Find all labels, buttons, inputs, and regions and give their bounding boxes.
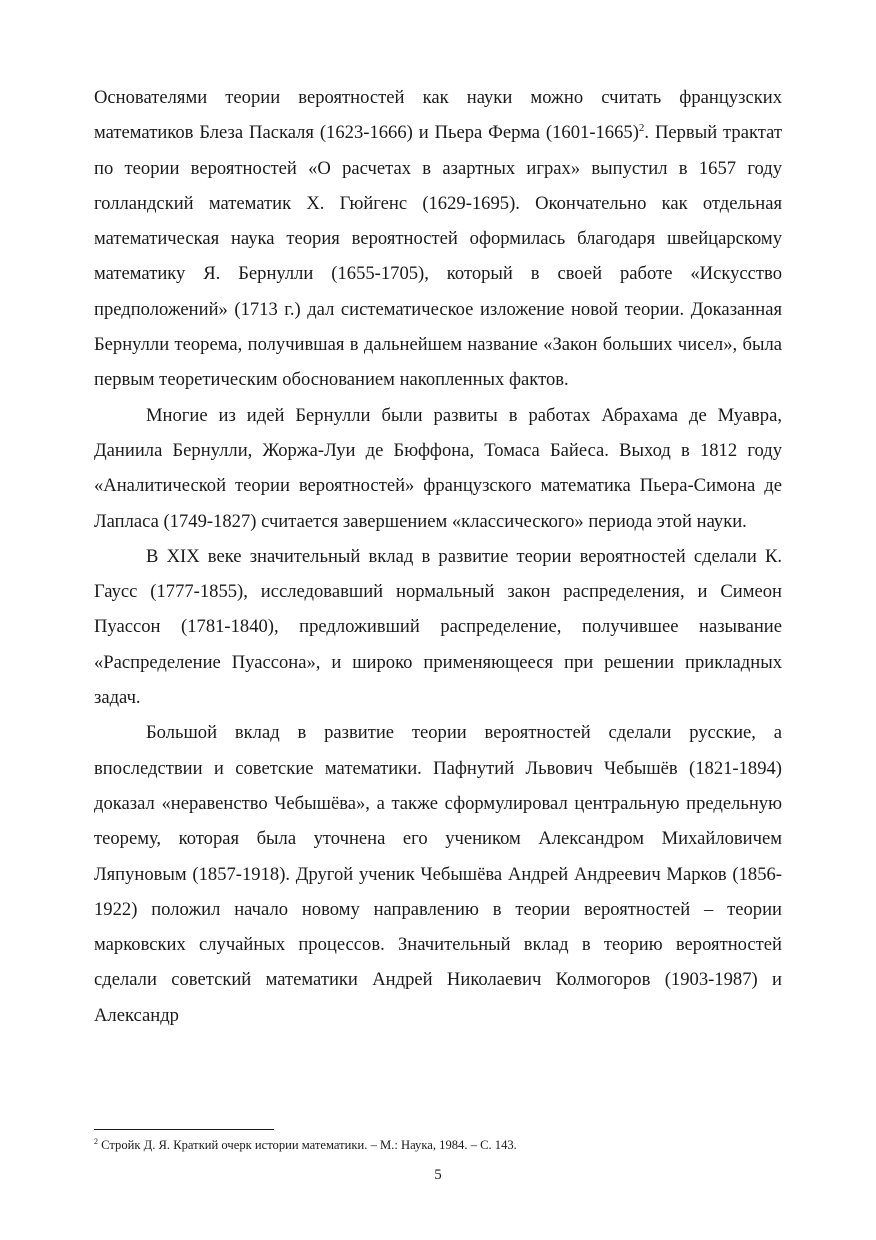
paragraph-1-text-end: . Первый трактат по теории вероятностей «О расчетах в азартных играх» выпустил в 1657 году голландский математик Х. Гюйгенс (1629-1695). Окончательно как отдельная математическая наука теория вероятностей оформилась благодаря швейцарскому математику Я. Бернулли (1655-1705), который в своей работе «Искусство предположений» (1713 г.) дал систематическое изложение новой теории. Доказанная Бернулли теорема, получившая в дальнейшем название «Закон больших чисел», была первым теоретическим обоснованием накопленных фактов. bbox=[94, 122, 782, 391]
paragraph-3: В XIX веке значительный вклад в развитие теории вероятностей сделали К. Гаусс (1777-1855), исследовавший нормальный закон распределения, и Симеон Пуассон (1781-1840), предложивший распределение, получившее называние «Распределение Пуассона», и широко применяющееся при решении прикладных задач. bbox=[94, 545, 782, 709]
paragraph-1-text-start: Основателями теории вероятностей как науки можно считать французских математиков Блеза Паскаля (1623-1666) и Пьера Ферма (1601-1665) bbox=[94, 87, 782, 144]
footnote-separator bbox=[94, 1129, 274, 1130]
paragraph-2: Многие из идей Бернулли были развиты в работах Абрахама де Муавра, Даниила Бернулли, Жоржа-Луи де Бюффона, Томаса Байеса. Выход в 1812 году «Аналитической теории вероятностей» французского математика Пьера-Симона де Лапласа (1749-1827) считается завершением «классического» периода этой науки. bbox=[94, 404, 782, 532]
paragraph-1 bbox=[94, 80, 782, 398]
footnote-text: Стройк Д. Я. Краткий очерк истории математики. – М.: Наука, 1984. – С. 143. bbox=[98, 1138, 517, 1152]
page-number: 5 bbox=[434, 1167, 442, 1183]
paragraph-4: Большой вклад в развитие теории вероятностей сделали русские, а впоследствии и советские математики. Пафнутий Львович Чебышёв (1821-1894) доказал «неравенство Чебышёва», а также сформулировал центральную предельную теорему, которая была уточнена его учеником Александром Михайловичем Ляпуновым (1857-1918). Другой ученик Чебышёва Андрей Андреевич Марков (1856-1922) положил начало новому направлению в теории вероятностей – теории марковских случайных процессов. Значительный вклад в теорию вероятностей сделали советский математики Андрей Николаевич Колмогоров (1903-1987) и Александр bbox=[94, 722, 782, 1026]
footnote-reference[interactable]: 2 bbox=[638, 122, 645, 135]
footnote-number: 2 bbox=[94, 1136, 98, 1146]
footnote bbox=[94, 1136, 782, 1154]
page-body bbox=[94, 80, 782, 1033]
